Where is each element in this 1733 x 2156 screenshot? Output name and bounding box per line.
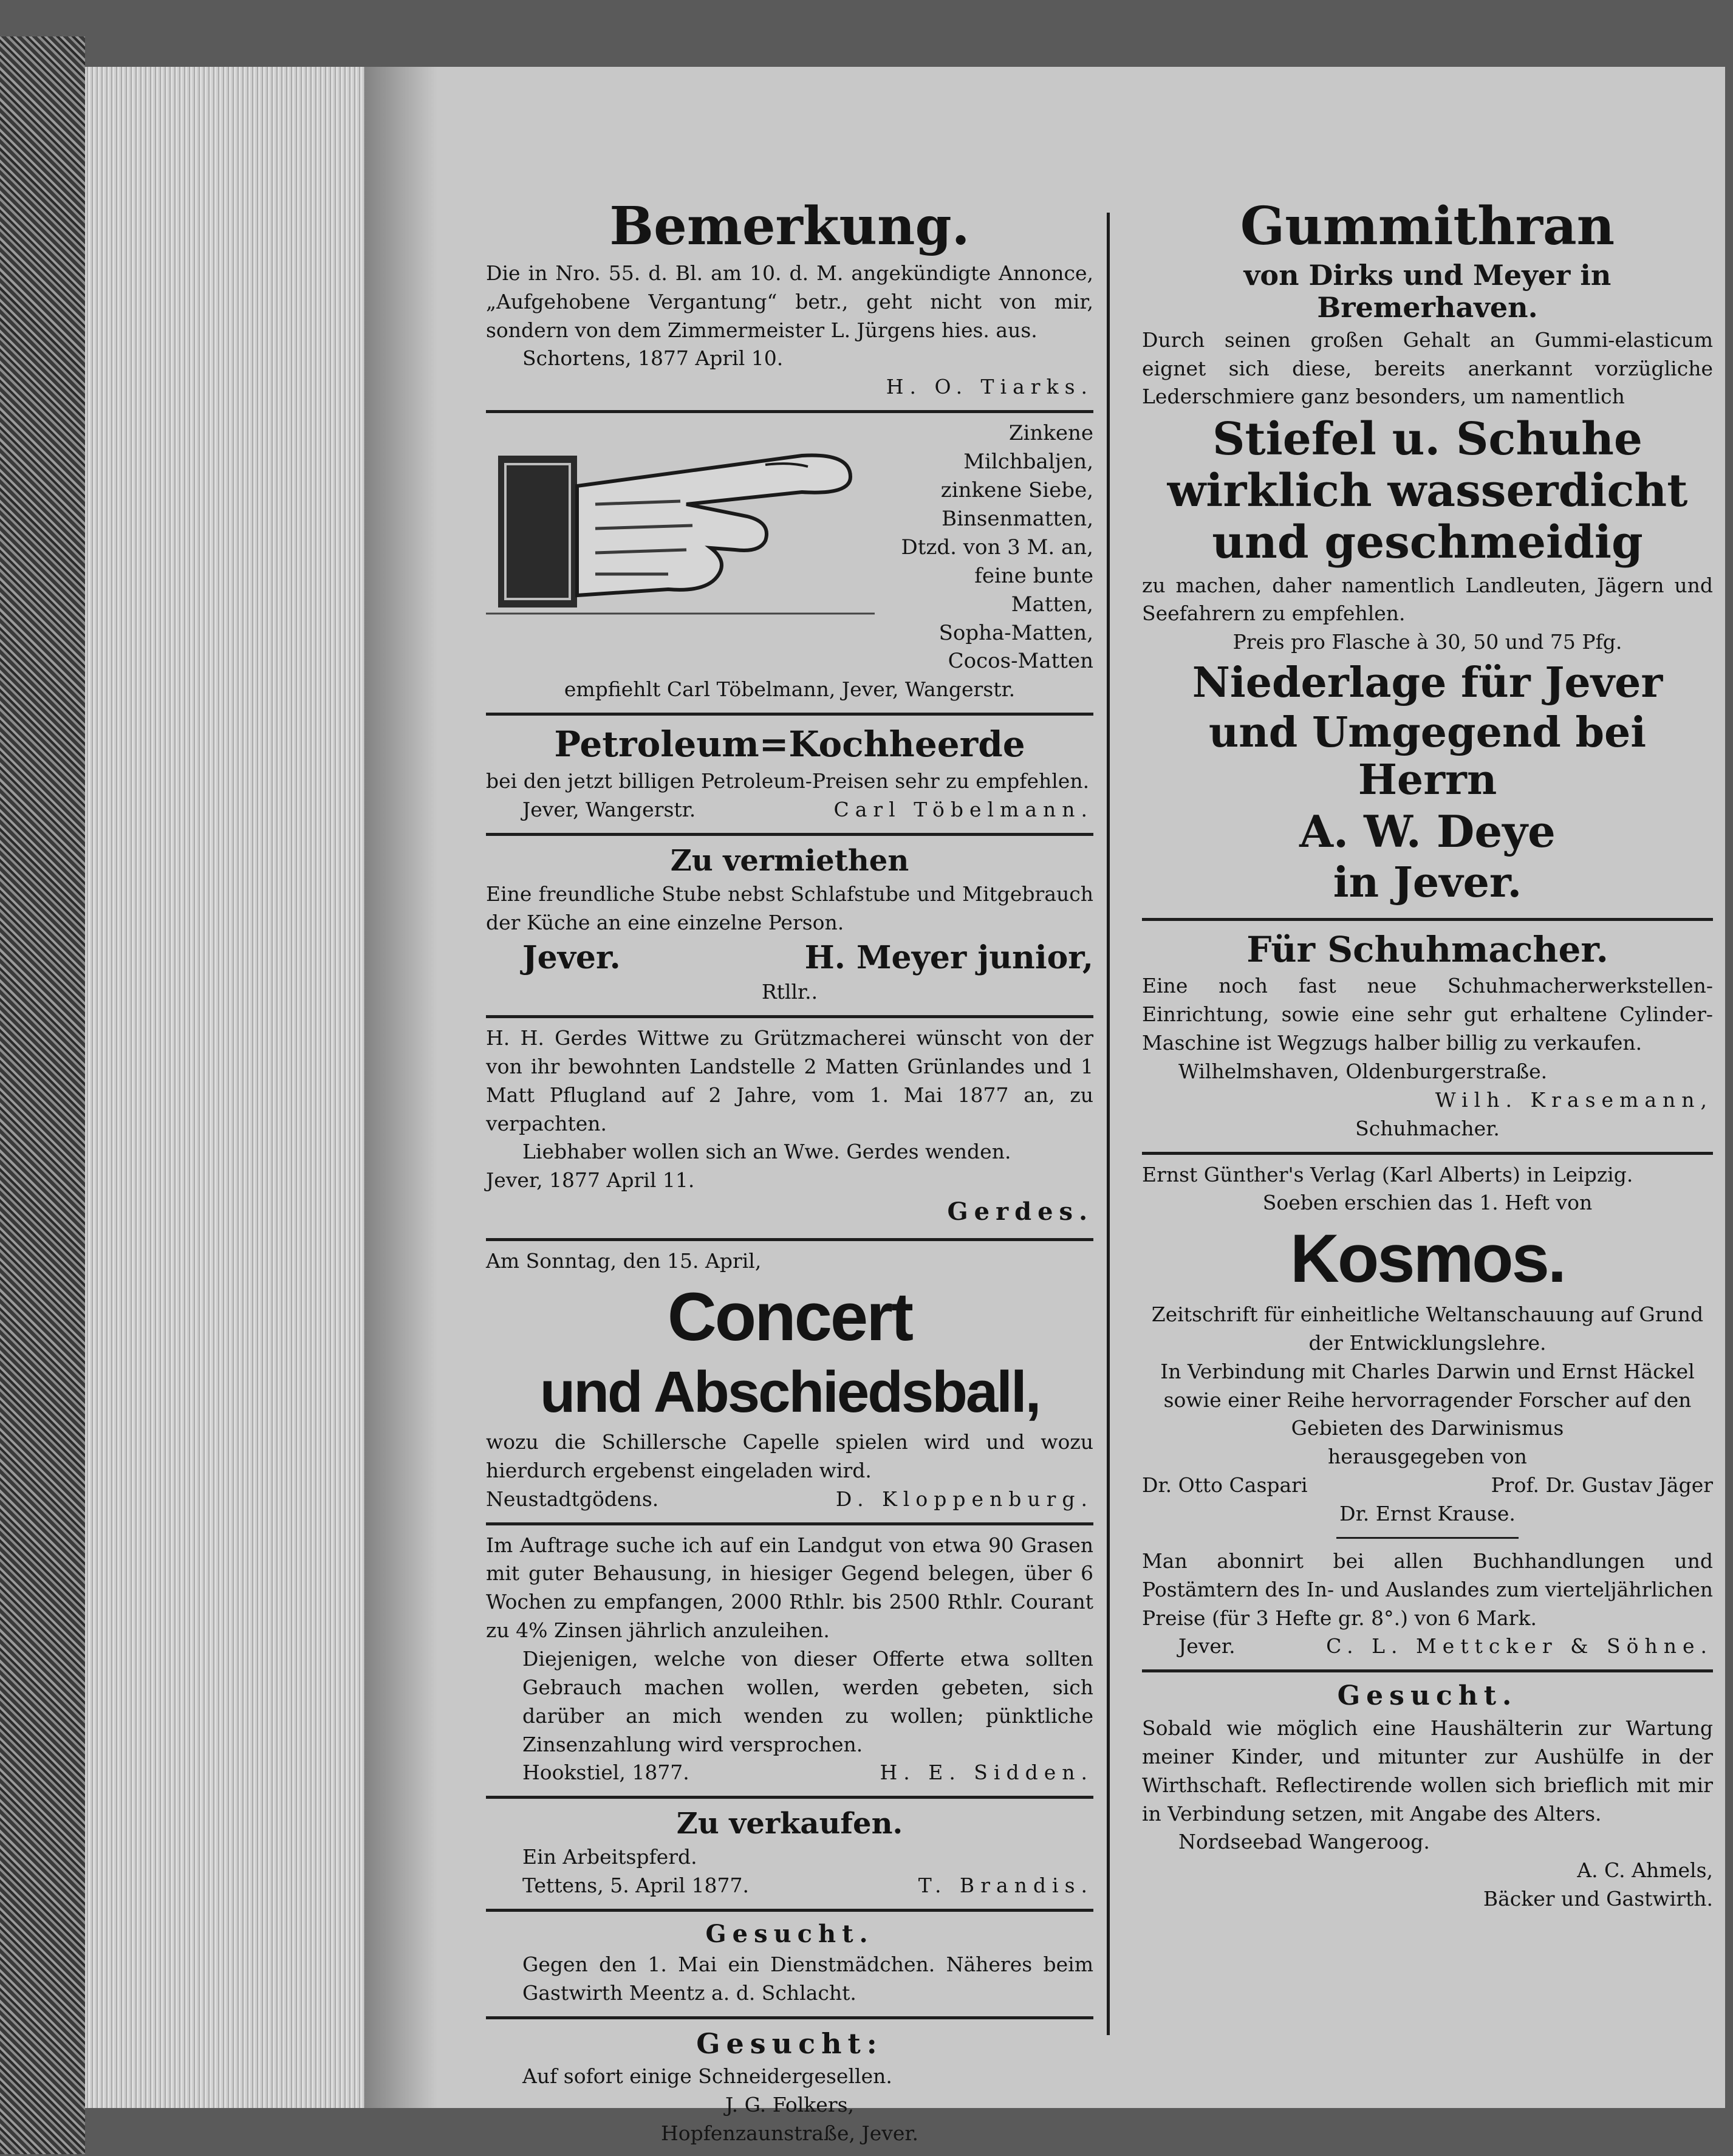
book-cover [0, 36, 85, 2154]
ad-title: Gesucht. [1337, 1680, 1518, 1712]
ad-title: Concert [667, 1278, 912, 1355]
ad-name: H. Meyer junior, [804, 939, 1093, 976]
ad-body: wozu die Schillersche Capelle spielen wird und wozu hierdurch ergebenst eingeladen wird. [486, 1429, 1093, 1482]
ad-place-date: Hookstiel, 1877. [522, 1761, 689, 1785]
ad-body: Im Auftrage suche ich auf ein Landgut von etwa 90 Grasen mit guter Behausung, in hiesiger Gegend belegen, über 6 Wochen zu empfangen, 2000 Rthlr. bis 2500 Rthlr. Courant zu 4% Zinsen jährlich anzuleihen. [486, 1533, 1093, 1643]
ad-trade: Bäcker und Gastwirth. [1483, 1887, 1713, 1911]
ad-editor: Dr. Ernst Krause. [1339, 1502, 1516, 1526]
ad-title: Kosmos. [1290, 1220, 1565, 1297]
ad-editors [1142, 1471, 1713, 1500]
ad-signature: H. O. Tiarks. [886, 375, 1093, 399]
product-item: Sopha-Matten, [938, 620, 1093, 645]
ad-place: Nordseebad Wangeroog. [1178, 1830, 1430, 1854]
ad-footer-line [486, 1872, 1093, 1900]
ad-intro: Am Sonntag, den 15. April, [486, 1248, 762, 1273]
right-column [1142, 188, 1713, 1922]
product-item: zinkene Siebe, [940, 478, 1093, 502]
ad-desc: In Verbindung mit Charles Darwin und Ernst Häckel [1160, 1359, 1695, 1383]
pointing-hand-icon [486, 419, 875, 626]
ad-title: Gummithran [1240, 196, 1615, 257]
hand-block [486, 419, 1093, 676]
product-item: Dtzd. von 3 M. an, [901, 535, 1093, 560]
ad-body: Eine noch fast neue Schuhmacherwerkstellen-Einrichtung, sowie eine sehr gut erhaltene Cylinder-Maschine ist Wegzugs halber billig zu verkaufen. [1142, 974, 1713, 1055]
ad-publisher: Ernst Günther's Verlag (Karl Alberts) in Leipzig. [1142, 1162, 1633, 1186]
product-item: feine bunte Matten, [974, 563, 1093, 617]
ad-place: Jever. [1178, 1634, 1236, 1658]
ad-schuhmacher [1142, 918, 1713, 1152]
page-edges [85, 67, 364, 2108]
ad-body: Ein Arbeitspferd. [522, 1845, 697, 1869]
newspaper-page [364, 67, 1725, 2145]
ad-landgut [486, 1522, 1093, 1796]
ad-dealer: C. L. Mettcker & Söhne. [1326, 1634, 1713, 1658]
ad-gesucht-3 [1142, 1669, 1713, 1922]
ad-title: Für Schuhmacher. [1246, 928, 1608, 970]
ad-depot-line: und Umgegend bei Herrn [1208, 708, 1647, 805]
ad-editor: Prof. Dr. Gustav Jäger [1491, 1473, 1713, 1497]
ad-body: Gegen den 1. Mai ein Dienstmädchen. Näheres beim Gastwirth Meentz a. d. Schlacht. [522, 1952, 1093, 2005]
ad-title: Zu verkaufen. [676, 1807, 903, 1841]
ad-body-2: Diejenigen, welche von dieser Offerte etwa sollten Gebrauch machen wollen, werden gebeten, sich darüber an mich wenden zu wollen; pünktliche Zinsenzahlung wird versprochen. [522, 1646, 1093, 1756]
ad-footer: empfiehlt Carl Töbelmann, Jever, Wangerstr. [564, 677, 1016, 702]
ad-title: Bemerkung. [609, 196, 970, 257]
ad-address: Hopfenzaunstraße, Jever. [660, 2121, 919, 2145]
ad-depot-line: Niederlage für Jever [1192, 659, 1663, 708]
ad-title: Gesucht: [696, 2027, 883, 2060]
product-item: Milchbaljen, [963, 450, 1093, 474]
ad-place-date: Jever, 1877 April 11. [486, 1168, 695, 1193]
ad-place: Wilhelmshaven, Oldenburgerstraße. [1178, 1059, 1548, 1083]
ad-title: Gesucht. [705, 1920, 874, 1949]
ad-trade: Schuhmacher. [1355, 1116, 1500, 1140]
ad-footer-line [1142, 1632, 1713, 1661]
ad-zinkene [486, 410, 1093, 713]
ad-gesucht-2 [486, 2016, 1093, 2156]
ad-place-date: Tettens, 5. April 1877. [522, 1874, 749, 1898]
product-item: Cocos-Matten [948, 649, 1093, 674]
ad-body: Eine freundliche Stube nebst Schlafstube und Mitgebrauch der Küche an eine einzelne Person. [486, 881, 1093, 934]
ad-signature: Wilh. Krasemann, [1435, 1087, 1713, 1112]
ad-place: Jever. [522, 939, 621, 976]
ad-petroleum [486, 713, 1093, 832]
short-rule [1336, 1537, 1519, 1539]
ad-editor: Dr. Otto Caspari [1142, 1473, 1308, 1497]
ad-gerdes [486, 1015, 1093, 1238]
ad-body: Durch seinen großen Gehalt an Gummi-elasticum eignet sich diese, bereits anerkannt vorzügliche Lederschmiere ganz besonders, um namentlich [1142, 327, 1713, 409]
ad-footer-line [486, 1485, 1093, 1514]
ad-intro: Soeben erschien das 1. Heft von [1262, 1191, 1593, 1215]
ad-vermiethen [486, 833, 1093, 1015]
ad-footer-line [486, 1759, 1093, 1787]
ad-body: H. H. Gerdes Wittwe zu Grützmacherei wünscht von der von ihr bewohnten Landstelle 2 Matten Grünlandes und 1 Matt Pflugland auf 2 Jahre, vom 1. Mai 1877 an, zu verpachten. [486, 1025, 1093, 1135]
ad-footer-line [486, 937, 1093, 979]
ad-subtitle: von Dirks und Meyer in Bremerhaven. [1243, 258, 1612, 324]
ad-place: Jever, Wangerstr. [522, 797, 696, 821]
ad-title: Petroleum=Kochheerde [554, 724, 1025, 765]
ad-gesucht-1 [486, 1909, 1093, 2016]
ad-kosmos [1142, 1152, 1713, 1670]
ad-footer-line [486, 796, 1093, 824]
product-item: Binsenmatten, [942, 506, 1093, 531]
ad-body: Sobald wie möglich eine Haushälterin zur Wartung meiner Kinder, und mitunter zur Aushülfe in der Wirthschaft. Reflectirende wollen sich brieflich mit mir in Verbindung setzen, mit Angabe des Alters. [1142, 1716, 1713, 1826]
ad-place-date: Schortens, 1877 April 10. [522, 346, 784, 371]
ad-suffix: Rtllr.. [761, 980, 818, 1004]
ad-highlight: Stiefel u. Schuhe wirklich wasserdicht und geschmeidig [1167, 413, 1688, 569]
ad-concert [486, 1238, 1093, 1522]
ad-body-2: zu machen, daher namentlich Landleuten, Jägern und Seefahrern zu empfehlen. [1142, 573, 1713, 626]
ad-note: Liebhaber wollen sich an Wwe. Gerdes wenden. [522, 1140, 1011, 1164]
ad-subtitle: und Abschiedsball, [539, 1359, 1040, 1425]
ad-signature: D. Kloppenburg. [835, 1487, 1093, 1511]
ad-desc: sowie einer Reihe hervorragender Forscher auf den Gebieten des Darwinismus [1163, 1388, 1692, 1440]
ad-depot-line: in Jever. [1333, 858, 1522, 908]
column-divider [1107, 213, 1110, 2035]
left-column [486, 188, 1093, 2156]
ad-depot-line: A. W. Deye [1299, 805, 1556, 857]
product-list [887, 419, 1093, 676]
ad-title: Zu vermiethen [670, 843, 909, 878]
ad-place: Neustadtgödens. [486, 1487, 659, 1511]
ad-signature: Gerdes. [947, 1197, 1093, 1227]
ad-gummithran [1142, 188, 1713, 918]
ad-body: Auf sofort einige Schneidergesellen. [522, 2064, 892, 2088]
product-item: Zinkene [1008, 421, 1093, 446]
ad-verkaufen [486, 1796, 1093, 1909]
ad-bemerkung [486, 188, 1093, 410]
ad-desc: herausgegeben von [1328, 1445, 1527, 1469]
ad-body: Die in Nro. 55. d. Bl. am 10. d. M. angekündigte Annonce, „Aufgehobene Vergantung“ betr., geht nicht von mir, sondern von dem Zimmermeister L. Jürgens hies. aus. [486, 261, 1093, 342]
ad-signature: Carl Töbelmann. [833, 797, 1093, 821]
ad-price: Preis pro Flasche à 30, 50 und 75 Pfg. [1232, 630, 1622, 654]
ad-desc: Zeitschrift für einheitliche Weltanschauung auf Grund der Entwicklungslehre. [1151, 1302, 1704, 1355]
ad-signature: T. Brandis. [918, 1874, 1093, 1898]
ad-body: bei den jetzt billigen Petroleum-Preisen sehr zu empfehlen. [486, 768, 1090, 793]
ad-signature: A. C. Ahmels, [1577, 1858, 1713, 1883]
ad-subscribe: Man abonnirt bei allen Buchhandlungen und Postämtern des In- und Auslandes zum vierteljährlichen Preise (für 3 Hefte gr. 8°.) von 6 Mark. [1142, 1549, 1713, 1630]
ad-signature: J. G. Folkers, [725, 2092, 855, 2117]
ad-signature: H. E. Sidden. [880, 1761, 1093, 1785]
